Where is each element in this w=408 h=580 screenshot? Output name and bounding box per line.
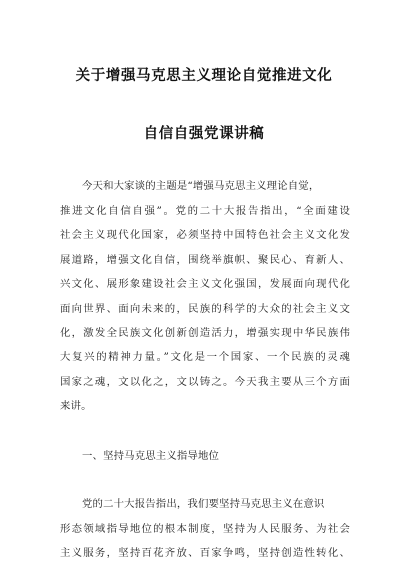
paragraph-line: 面向世界、面向未来的，民族的科学的大众的社会主义文 xyxy=(60,303,350,315)
paragraph-line: 化，激发全民族文化创新创造活力，增强实现中华民族伟 xyxy=(60,327,350,339)
paragraph-line: 党的二十大报告指出，我们要坚持马克思主义在意识 xyxy=(82,498,325,510)
paragraph-line: 主义服务，坚持百花齐放、百家争鸣，坚持创造性转化、 xyxy=(60,547,350,559)
paragraph-line: 来讲。 xyxy=(60,400,92,412)
paragraph-line: 国家之魂，文以化之，文以铸之。今天我主要从三个方面 xyxy=(60,376,350,388)
paragraph-line: 今天和大家谈的主题是“增强马克思主义理论自觉， xyxy=(82,180,320,192)
paragraph-line: 形态领域指导地位的根本制度，坚持为人民服务、为社会 xyxy=(60,523,350,535)
document-title-line-2: 自信自强党课讲稿 xyxy=(143,126,265,142)
paragraph-line: 推进文化自信自强”。党的二十大报告指出，“全面建设 xyxy=(60,205,350,217)
paragraph-line: 社会主义现代化国家，必须坚持中国特色社会主义文化发 xyxy=(60,229,350,241)
document-title-line-1: 关于增强马克思主义理论自觉推进文化 xyxy=(75,68,333,84)
paragraph-line: 展道路，增强文化自信，围绕举旗帜、聚民心、育新人、 xyxy=(60,254,350,266)
paragraph-line: 兴文化、展形象建设社会主义文化强国，发展面向现代化 xyxy=(60,278,350,290)
section-heading: 一、坚持马克思主义指导地位 xyxy=(82,450,220,462)
paragraph-line: 大复兴的精神力量。”文化是一个国家、一个民族的灵魂 xyxy=(60,351,350,363)
